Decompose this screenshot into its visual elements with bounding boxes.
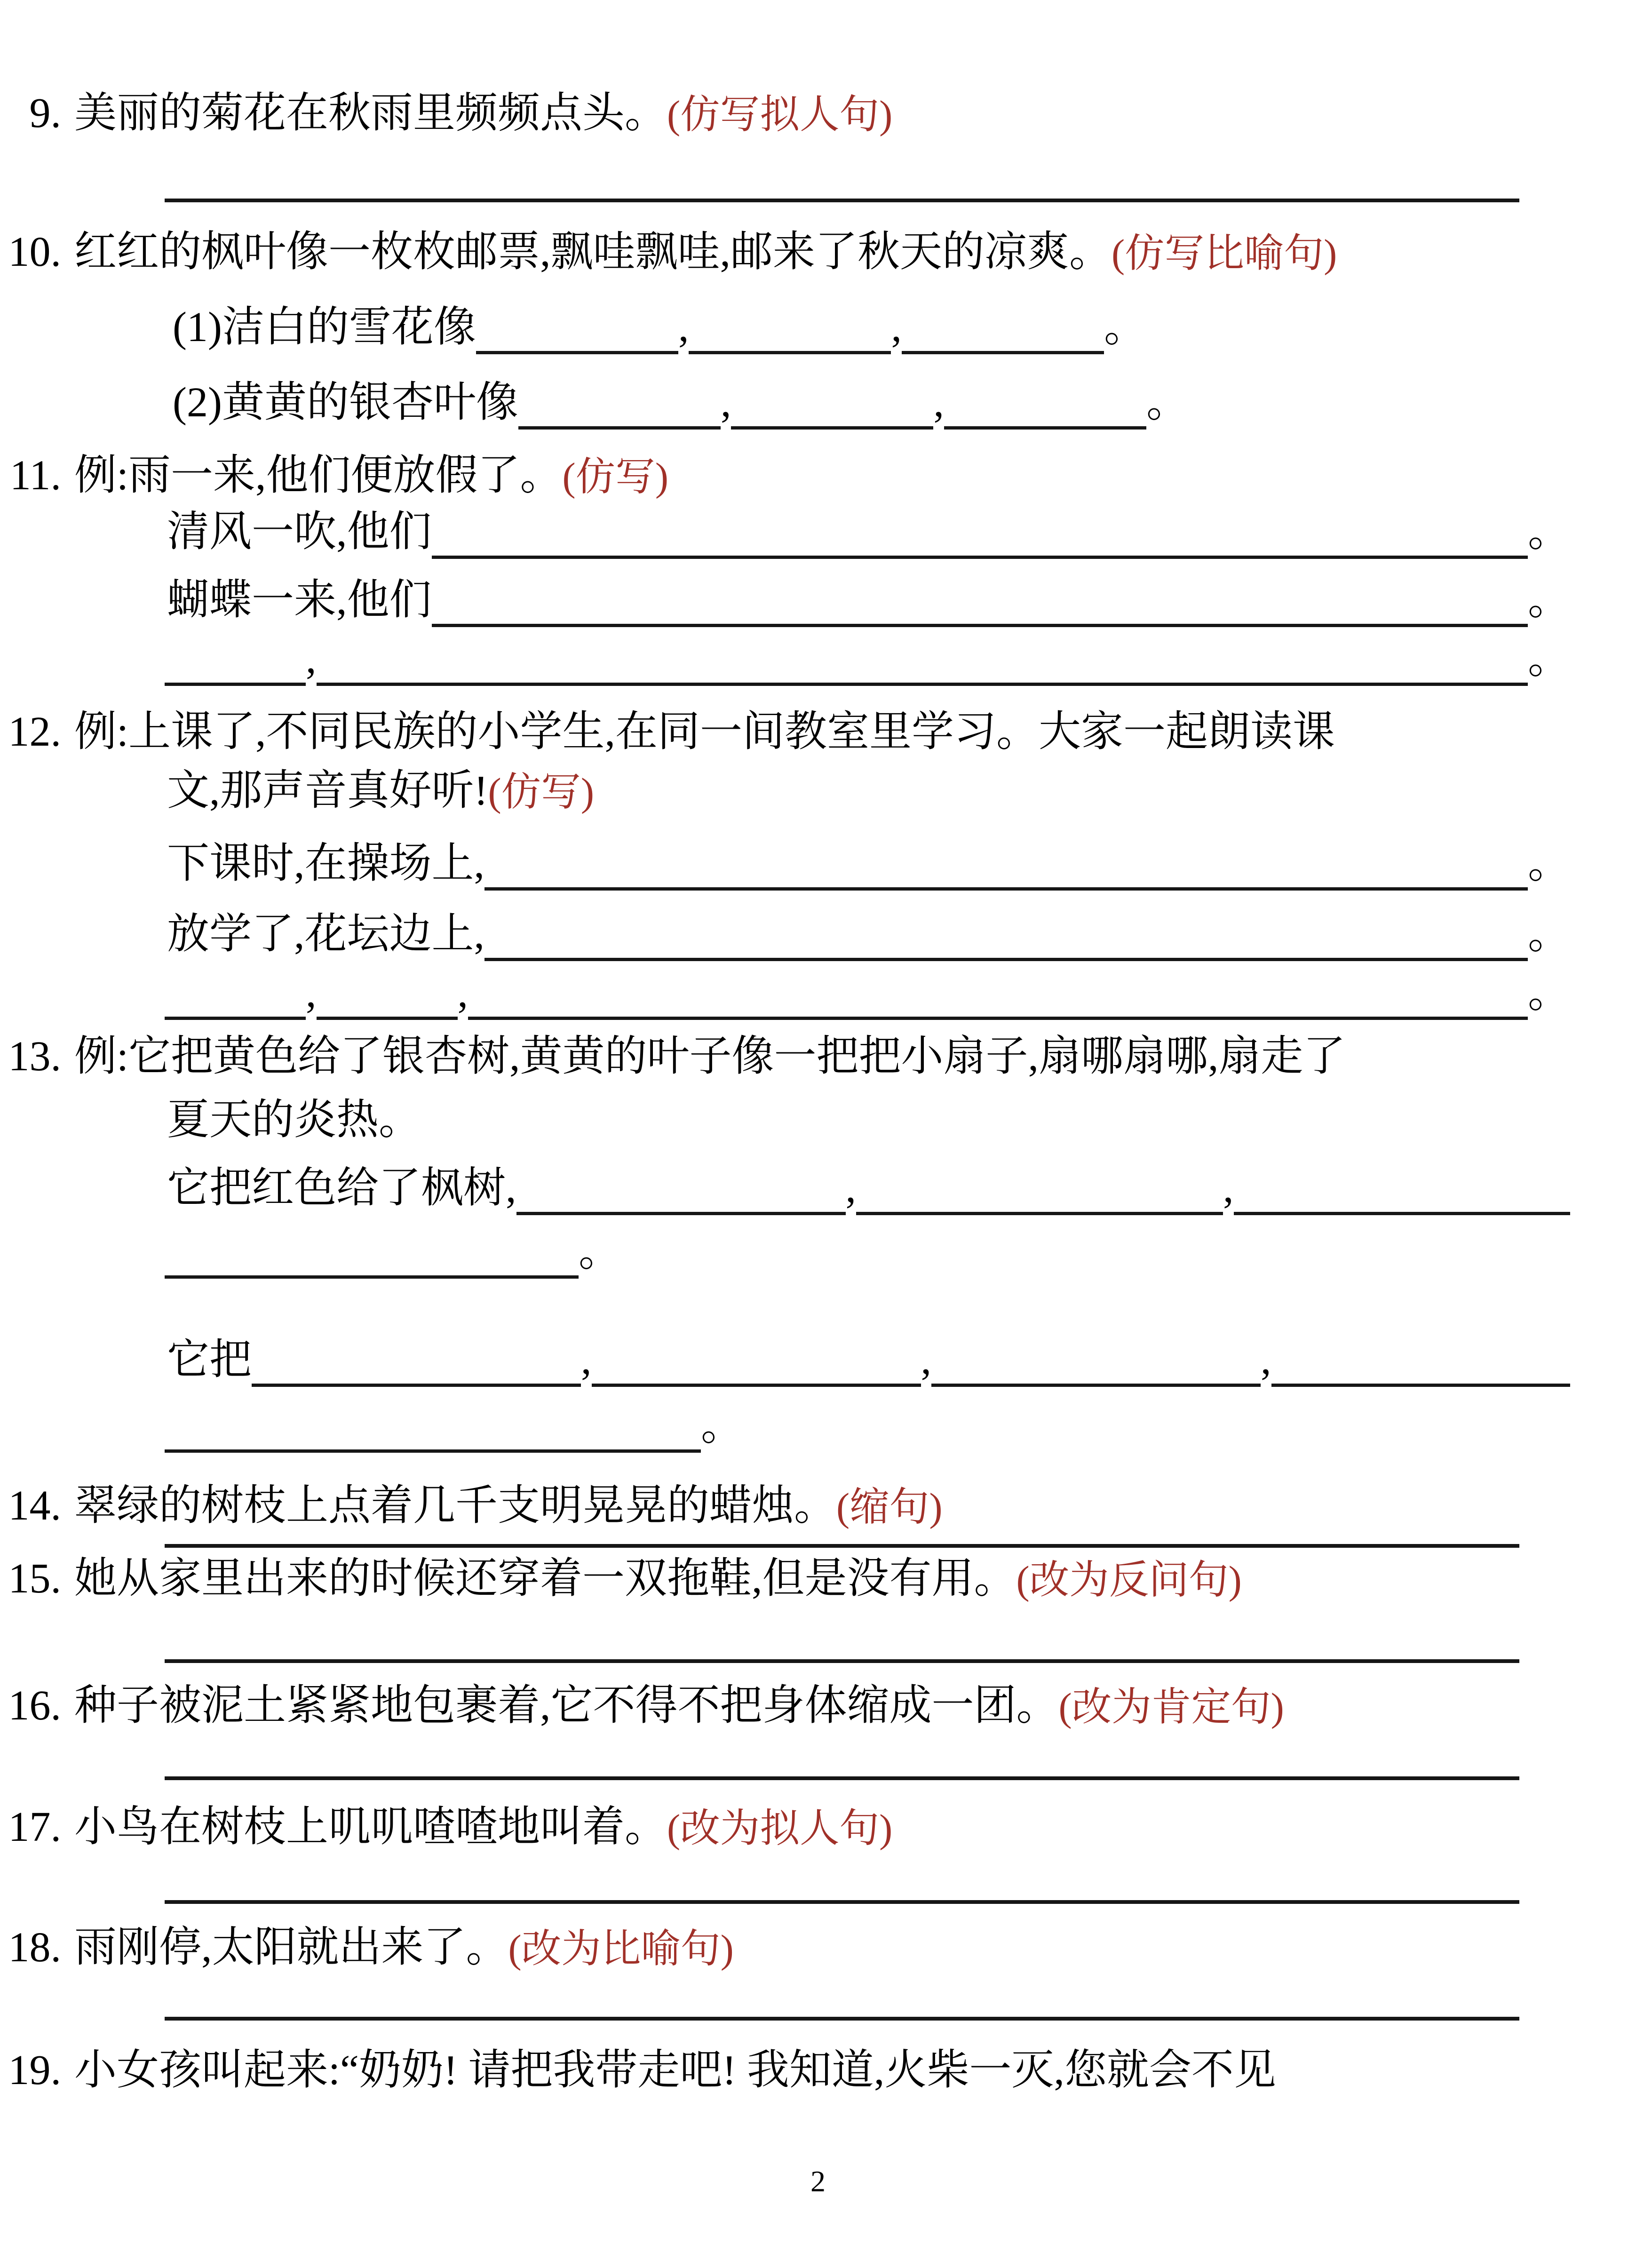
answer-blank xyxy=(731,421,933,430)
question-11-line-a-row xyxy=(0,506,1636,559)
question-text: , xyxy=(306,636,317,682)
question-11-line-b-row xyxy=(0,574,1636,627)
question-text: 它把 xyxy=(167,1337,252,1383)
answer-blank xyxy=(165,1544,1519,1548)
question-9-row xyxy=(0,87,1636,140)
question-number: 19. xyxy=(8,2047,61,2093)
answer-blank xyxy=(165,1659,1519,1663)
question-text: 。 xyxy=(1528,577,1570,623)
question-number: 18. xyxy=(8,1924,61,1971)
annotation-label: (仿写) xyxy=(488,770,595,814)
question-text: , xyxy=(921,1337,931,1383)
question-13-row xyxy=(0,1030,1636,1083)
question-text: 种子被泥土紧紧地包裹着,它不得不把身体缩成一团。 xyxy=(74,1682,1059,1729)
answer-line-14-row xyxy=(0,1520,1636,1548)
question-number: 10. xyxy=(8,229,61,275)
question-text: 。 xyxy=(1528,911,1570,957)
question-text: 小鸟在树枝上叽叽喳喳地叫着。 xyxy=(74,1804,667,1850)
page-number: 2 xyxy=(810,2165,826,2198)
answer-blank xyxy=(165,199,1519,202)
question-text: 。 xyxy=(1146,379,1189,426)
question-text: 。 xyxy=(1528,970,1570,1016)
question-16-row xyxy=(0,1679,1636,1733)
answer-blank xyxy=(944,421,1146,430)
question-10-sub-1-row xyxy=(0,301,1636,354)
answer-blank xyxy=(856,1206,1223,1215)
question-text: 例:它把黄色给了银杏树,黄黄的叶子像一把把小扇子,扇哪扇哪,扇走了 xyxy=(74,1033,1346,1080)
question-text: 小女孩叫起来:“奶奶! 请把我带走吧! 我知道,火柴一灭,您就会不见 xyxy=(74,2047,1276,2093)
question-text: , xyxy=(581,1337,592,1383)
question-text: , xyxy=(845,1165,856,1211)
question-10-row xyxy=(0,226,1636,279)
question-13-line-c-row xyxy=(0,1334,1636,1387)
annotation-label: (仿写比喻句) xyxy=(1112,231,1337,276)
answer-line-17-row xyxy=(0,1876,1636,1904)
answer-line-9-row xyxy=(0,174,1636,202)
question-12-line-2-row xyxy=(0,764,1636,818)
question-12-line-c-row xyxy=(0,967,1636,1020)
answer-line-18-row xyxy=(0,1992,1636,2021)
question-text: 翠绿的树枝上点着几千支明晃晃的蜡烛。 xyxy=(74,1482,836,1529)
question-13-line-2-row xyxy=(0,1094,1636,1147)
question-text: , xyxy=(457,970,468,1016)
question-text: , xyxy=(1223,1165,1234,1211)
question-text: 文,那声音真好听! xyxy=(167,767,488,814)
question-number: 15. xyxy=(8,1555,61,1602)
answer-blank xyxy=(592,1378,921,1387)
annotation-label: (改为肯定句) xyxy=(1058,1685,1284,1729)
question-text: 。 xyxy=(1104,304,1146,350)
answer-blank xyxy=(165,2017,1519,2021)
question-text: , xyxy=(933,379,944,426)
annotation-label: (缩句) xyxy=(836,1485,943,1529)
question-18-row xyxy=(0,1921,1636,1974)
question-number: 13. xyxy=(8,1033,61,1080)
question-text: (1)洁白的雪花像 xyxy=(173,304,476,350)
question-text: 。 xyxy=(579,1228,621,1275)
answer-blank xyxy=(432,550,1528,559)
answer-blank xyxy=(317,677,1528,686)
question-11-row xyxy=(0,449,1636,502)
question-text: (2)黄黄的银杏叶像 xyxy=(173,379,518,426)
question-number: 14. xyxy=(8,1482,61,1529)
answer-line-16-row xyxy=(0,1752,1636,1780)
answer-blank xyxy=(484,882,1528,891)
question-text: 蝴蝶一来,他们 xyxy=(167,577,432,623)
question-text: 清风一吹,他们 xyxy=(167,509,432,555)
answer-blank xyxy=(468,1011,1528,1020)
question-text: , xyxy=(720,379,731,426)
answer-line-15-row xyxy=(0,1635,1636,1663)
question-text: 。 xyxy=(1528,509,1570,555)
answer-blank xyxy=(516,1206,846,1215)
answer-blank xyxy=(484,952,1528,961)
answer-blank xyxy=(252,1378,581,1387)
question-number: 17. xyxy=(8,1804,61,1850)
answer-blank xyxy=(689,345,891,354)
question-text: 她从家里出来的时候还穿着一双拖鞋,但是没有用。 xyxy=(74,1555,1017,1602)
answer-blank xyxy=(165,677,306,686)
question-text: 。 xyxy=(1528,636,1570,682)
answer-blank xyxy=(1271,1378,1571,1387)
question-text: 它把红色给了枫树, xyxy=(167,1165,516,1211)
answer-blank xyxy=(165,1900,1519,1904)
question-19-row xyxy=(0,2044,1636,2097)
answer-blank xyxy=(476,345,678,354)
answer-blank xyxy=(1234,1206,1571,1215)
answer-blank xyxy=(165,1011,306,1020)
question-11-line-c-row xyxy=(0,633,1636,686)
question-text: 。 xyxy=(1528,840,1570,887)
answer-blank xyxy=(165,1270,579,1279)
question-text: 下课时,在操场上, xyxy=(167,840,484,887)
answer-blank xyxy=(931,1378,1261,1387)
question-13-line-d-row xyxy=(0,1400,1636,1453)
question-number: 12. xyxy=(8,708,61,755)
annotation-label: (改为比喻句) xyxy=(508,1927,734,1971)
question-text: 美丽的菊花在秋雨里频频点头。 xyxy=(74,90,667,136)
question-13-line-a-row xyxy=(0,1162,1636,1215)
question-17-row xyxy=(0,1801,1636,1854)
question-text: 。 xyxy=(701,1402,743,1449)
annotation-label: (仿写拟人句) xyxy=(667,93,893,137)
question-number: 9. xyxy=(29,90,61,136)
question-text: 放学了,花坛边上, xyxy=(167,911,484,957)
question-12-line-a-row xyxy=(0,837,1636,891)
question-12-row xyxy=(0,706,1636,759)
question-number: 16. xyxy=(8,1682,61,1729)
question-text: , xyxy=(306,970,317,1016)
annotation-label: (改为反问句) xyxy=(1016,1558,1242,1602)
answer-blank xyxy=(432,618,1528,627)
question-12-line-b-row xyxy=(0,908,1636,961)
question-text: 例:雨一来,他们便放假了。 xyxy=(74,452,563,499)
question-15-row xyxy=(0,1552,1636,1606)
question-text: 夏天的炎热。 xyxy=(167,1097,421,1143)
question-text: , xyxy=(891,304,902,350)
question-text: , xyxy=(678,304,689,350)
answer-blank xyxy=(902,345,1104,354)
question-13-line-b-row xyxy=(0,1226,1636,1279)
question-text: 红红的枫叶像一枚枚邮票,飘哇飘哇,邮来了秋天的凉爽。 xyxy=(74,229,1112,275)
answer-blank xyxy=(518,421,721,430)
answer-blank xyxy=(165,1776,1519,1780)
question-10-sub-2-row xyxy=(0,376,1636,430)
annotation-label: (改为拟人句) xyxy=(667,1806,893,1851)
answer-blank xyxy=(317,1011,458,1020)
question-text: 雨刚停,太阳就出来了。 xyxy=(74,1924,508,1971)
annotation-label: (仿写) xyxy=(562,455,669,499)
question-text: , xyxy=(1261,1337,1271,1383)
answer-blank xyxy=(165,1444,701,1453)
question-number: 11. xyxy=(9,452,61,499)
question-text: 例:上课了,不同民族的小学生,在同一间教室里学习。大家一起朗读课 xyxy=(74,708,1335,755)
